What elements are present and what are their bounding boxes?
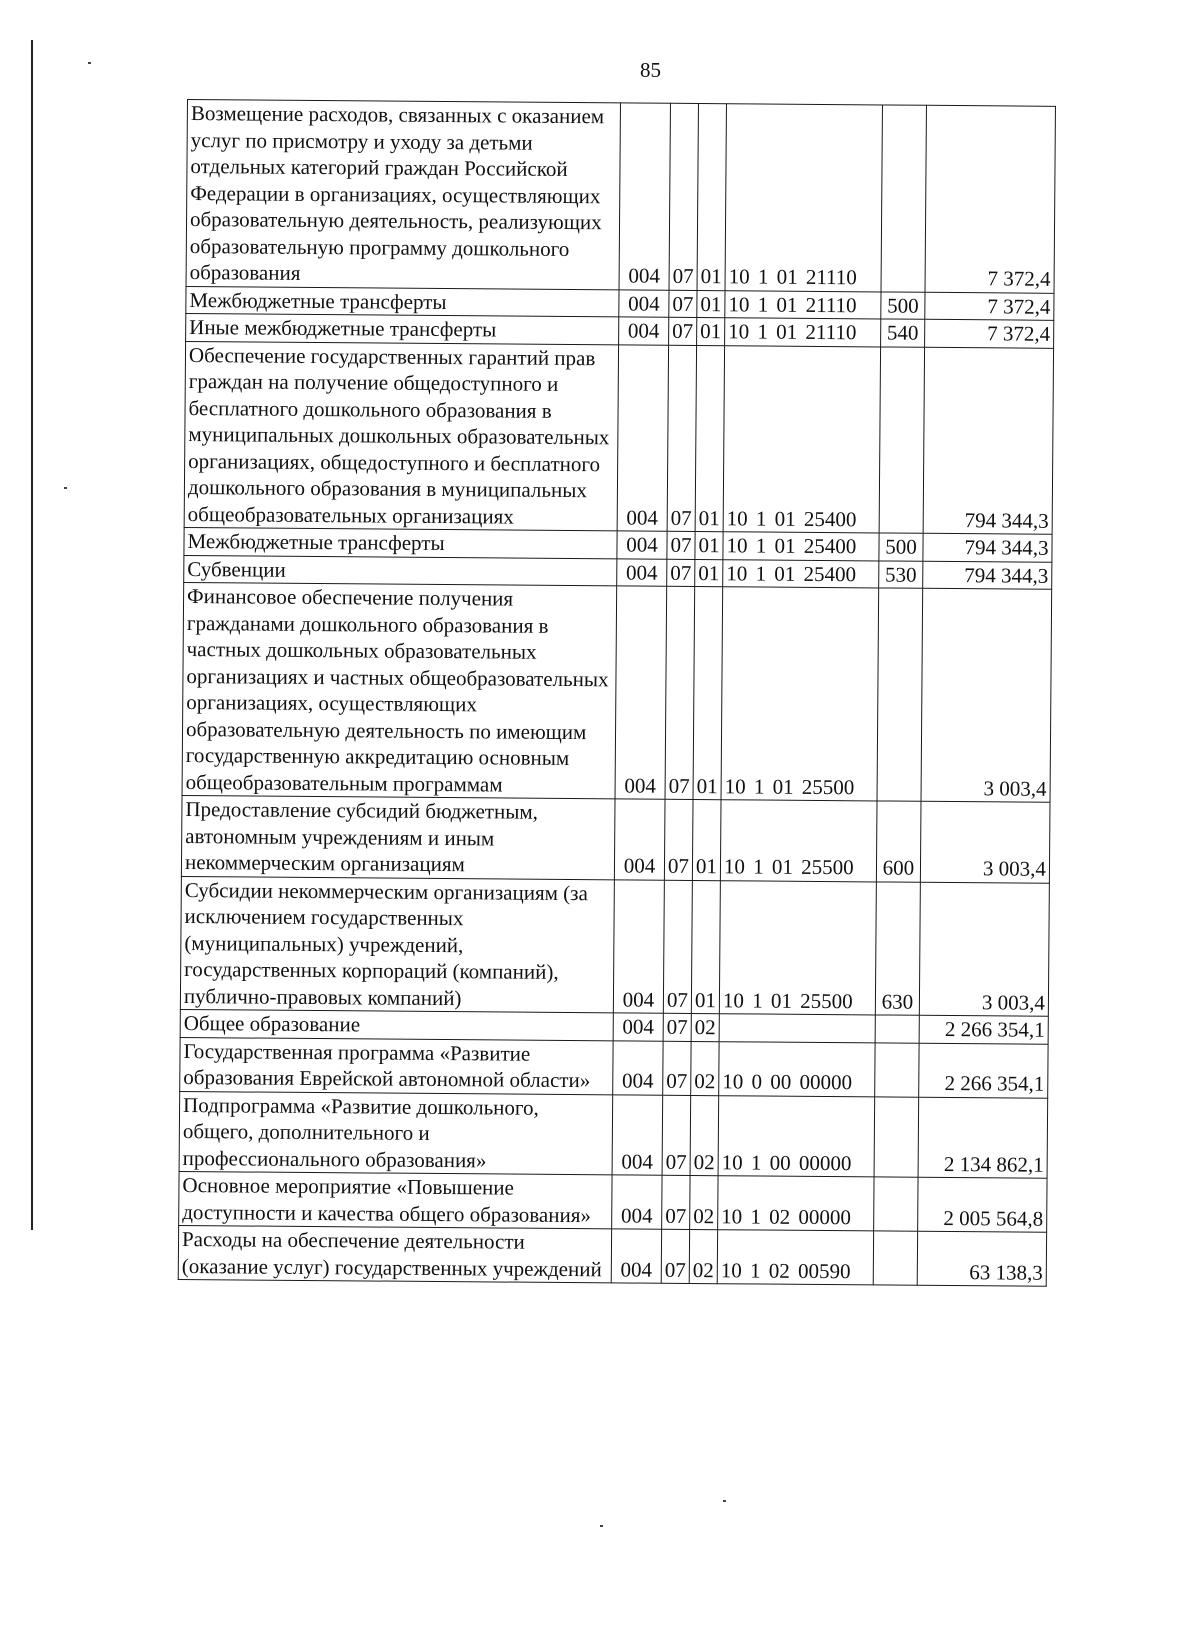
row-vr-code: 630 [875,881,920,1015]
row-name: Предоставление субсидий бюджетным, автономным учреждениям и иным некоммерческим организациям [181,795,615,879]
row-name: Межбюджетные трансферты [186,286,619,317]
row-amount: 3 003,4 [921,588,1052,802]
row-vr-code [874,1177,918,1231]
row-name: Подпрограмма «Развитие дошкольного, общего, дополнительного и профессионального образования» [179,1091,613,1175]
row-gr-code: 004 [612,1094,663,1175]
scan-margin-line [31,40,33,1230]
row-pr-code: 01 [697,104,726,291]
table-row [179,1171,1047,1232]
row-gr-code: 004 [617,344,668,531]
row-amount: 2 005 564,8 [918,1177,1047,1232]
row-amount: 2 134 862,1 [918,1097,1048,1179]
row-pr-code: 02 [690,1175,718,1229]
row-rz-code: 07 [667,531,695,559]
row-csr-code [719,1014,875,1043]
row-csr-code: 10 1 01 21110 [725,290,881,319]
row-csr-code: 10 0 00 00000 [719,1041,875,1096]
row-amount: 2 266 354,1 [919,1015,1048,1044]
table-row [178,1225,1046,1286]
row-name: Иные межбюджетные трансферты [186,313,619,344]
row-amount: 7 372,4 [925,105,1055,293]
table-row [180,876,1049,1016]
row-gr-code: 004 [613,1040,663,1094]
row-csr-code: 10 1 02 00590 [717,1230,873,1285]
row-name: Финансовое обеспечение получения гражданами дошкольного образования в частных дошкольных образовательных организациях и частных общеобразовательных организациях, осуществляющих образовательную деятельность по имеющим государственную аккредитацию основным общеобразовательным программам [182,582,617,798]
row-name: Государственная программа «Развитие образования Еврейской автономной области» [180,1037,613,1094]
scan-speck [600,1525,603,1527]
row-amount: 7 372,4 [925,292,1054,321]
row-vr-code: 530 [879,560,923,588]
table-row [179,1091,1048,1178]
row-vr-code [881,105,926,292]
budget-table [178,99,1056,1287]
row-vr-code: 540 [881,319,925,347]
row-pr-code: 01 [697,318,725,346]
row-gr-code: 004 [619,317,669,345]
row-csr-code: 10 1 02 00000 [718,1176,874,1231]
row-name: Субсидии некоммерческим организациям (за исключением государственных (муниципальных) учреждений, государственных корпораций (компаний), публично-правовых компаний) [180,876,614,1013]
row-rz-code: 07 [665,586,695,799]
row-vr-code [879,346,924,533]
row-csr-code: 10 1 00 00000 [718,1095,875,1177]
row-amount: 7 372,4 [925,319,1054,348]
row-pr-code: 01 [692,799,721,880]
scan-speck [723,1500,726,1502]
row-amount: 63 138,3 [917,1231,1046,1286]
row-rz-code: 07 [669,290,697,318]
row-amount: 794 344,3 [923,533,1052,562]
row-gr-code: 004 [619,103,670,290]
row-name: Общее образование [180,1009,613,1040]
row-gr-code: 004 [613,879,664,1013]
row-gr-code: 004 [617,558,667,586]
row-vr-code [875,1015,919,1043]
row-vr-code: 500 [881,291,925,319]
table-row [181,795,1050,882]
row-rz-code: 07 [662,1175,690,1229]
row-pr-code: 02 [690,1095,719,1176]
row-pr-code: 02 [691,1013,719,1041]
row-csr-code: 10 1 01 25400 [723,559,879,588]
row-gr-code: 004 [611,1229,661,1283]
row-csr-code: 10 1 01 25400 [723,345,880,533]
row-rz-code: 07 [663,1013,691,1041]
row-csr-code: 10 1 01 25400 [723,532,879,561]
table-row [186,100,1055,293]
page-number: 85 [640,58,661,82]
row-rz-code: 07 [664,799,693,880]
row-gr-code: 004 [612,1175,662,1229]
row-csr-code: 10 1 01 25500 [719,880,876,1015]
row-vr-code: 500 [879,533,923,561]
row-gr-code: 004 [614,799,665,880]
row-gr-code: 004 [619,289,669,317]
scan-speck [64,487,67,489]
row-name: Возмещение расходов, связанных с оказанием услуг по присмотру и уходу за детьми отдельных категорий граждан Российской Федерации в организациях, осуществляющих образовательную деятельность, реализующих образовательную программу дошкольного образования [186,100,620,290]
row-csr-code: 10 1 01 21110 [725,104,882,292]
row-name: Обеспечение государственных гарантий прав граждан на получение общедоступного и бесплатного дошкольного образования в муниципальных дошкольных образовательных организациях, общедоступного и бесплатного дошкольного образования в муниципальных общеобразовательных организациях [184,341,618,531]
row-name: Основное мероприятие «Повышение доступности и качества общего образования» [179,1171,612,1228]
row-rz-code: 07 [661,1229,689,1283]
row-gr-code: 004 [615,586,667,799]
row-vr-code [873,1231,917,1285]
row-csr-code: 10 1 01 25500 [721,587,879,801]
row-amount: 794 344,3 [923,561,1052,590]
row-pr-code: 01 [697,290,725,318]
row-name: Расходы на обеспечение деятельности (оказание услуг) государственных учреждений [178,1225,611,1282]
row-amount: 794 344,3 [923,347,1053,535]
row-rz-code: 07 [667,345,696,532]
row-name: Субвенции [184,555,617,586]
row-csr-code: 10 1 01 21110 [725,318,881,347]
row-pr-code: 01 [695,345,724,532]
row-rz-code: 07 [669,103,698,290]
row-amount: 3 003,4 [920,801,1050,883]
row-vr-code: 600 [876,801,921,882]
row-amount: 2 266 354,1 [919,1043,1048,1098]
row-rz-code: 07 [667,559,695,587]
table-row [184,341,1053,534]
table-row [182,582,1052,802]
table-row [180,1037,1048,1098]
row-name: Межбюджетные трансферты [184,527,617,558]
row-pr-code: 02 [691,1041,719,1095]
row-rz-code: 07 [663,1041,691,1095]
row-gr-code: 004 [617,531,667,559]
scan-speck [88,62,91,64]
row-rz-code: 07 [669,317,697,345]
row-amount: 3 003,4 [919,882,1049,1017]
row-rz-code: 07 [663,880,692,1014]
row-vr-code [874,1096,919,1177]
row-vr-code [875,1042,919,1096]
row-pr-code: 01 [695,532,723,560]
row-pr-code: 01 [693,587,723,800]
row-csr-code: 10 1 01 25500 [720,800,877,882]
row-pr-code: 01 [691,880,720,1014]
row-pr-code: 01 [695,559,723,587]
row-vr-code [877,588,923,801]
row-pr-code: 02 [689,1229,717,1283]
row-gr-code: 004 [613,1013,663,1041]
row-rz-code: 07 [662,1095,691,1176]
